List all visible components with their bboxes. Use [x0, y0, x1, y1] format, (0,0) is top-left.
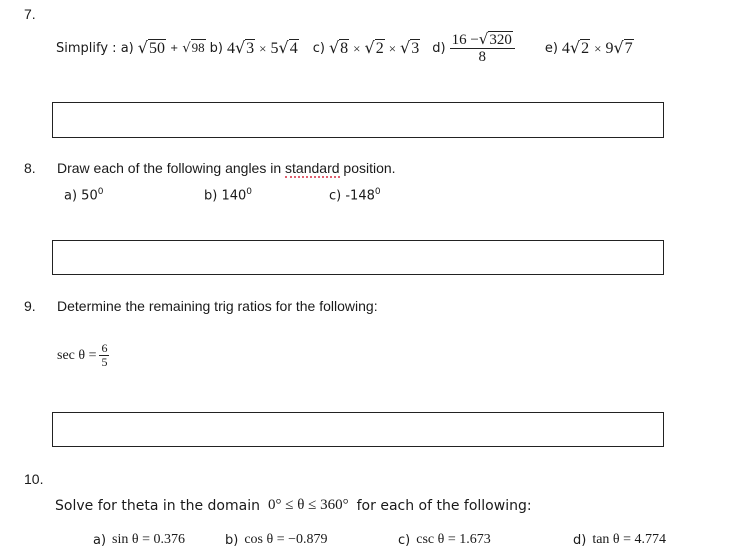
question-8-answer-box[interactable]: [52, 240, 664, 275]
q10-part-a: a) sin θ = 0.376: [93, 532, 185, 548]
q10-domain: 0° ≤ θ ≤ 360°: [267, 497, 349, 513]
q7-e-label: e): [544, 40, 558, 56]
q7-a2-sqrt: √98: [182, 40, 205, 56]
q7-e-expr: 4√2 × 9√7: [561, 38, 633, 57]
question-10-number: 10.: [24, 471, 44, 487]
question-8-prompt: Draw each of the following angles in standard position.: [57, 160, 396, 176]
question-9-answer-box[interactable]: [52, 412, 664, 447]
question-7-number: 7.: [24, 6, 36, 22]
question-9-prompt: Determine the remaining trig ratios for the following:: [57, 298, 378, 314]
question-9-number: 9.: [24, 298, 36, 314]
question-10-prompt: Solve for theta in the domain 0° ≤ θ ≤ 360° for each of the following:: [55, 497, 532, 514]
q7-b-label: b): [209, 40, 223, 56]
q9-fraction: $\frac{6}{5}$: [101, 341, 108, 370]
q9-given-ratio: [57, 342, 109, 369]
q7-d-fraction: $\frac{16 -√320}{8}$: [450, 31, 515, 66]
question-8-number: 8.: [24, 160, 36, 176]
q9-lhs: sec θ =: [57, 347, 97, 363]
q7-prefix: Simplify : a): [56, 40, 134, 56]
question-7-answer-box[interactable]: [52, 102, 664, 138]
q10-part-b: b) cos θ = −0.879: [225, 532, 328, 548]
q7-c-label: c): [312, 40, 325, 56]
q7-c-expr: √8 × √2 × √3: [328, 38, 420, 57]
q7-plus: +: [169, 42, 179, 54]
q7-d-label: d): [432, 40, 446, 56]
question-7-expression-row: [56, 30, 634, 66]
q10-part-d: d) tan θ = 4.774: [573, 532, 667, 548]
q10-part-c: c) csc θ = 1.673: [398, 532, 491, 548]
q8-angle-c: c) $-148^0$: [329, 187, 381, 204]
q7-a-sqrt: √50: [137, 38, 165, 57]
q7-b-expr: 4√3 × 5√4: [226, 38, 298, 57]
spellcheck-underlined-word: standard: [285, 160, 340, 176]
q8-angle-a: a) $50^0$: [64, 187, 104, 204]
q8-angle-b: b) $140^0$: [204, 187, 253, 204]
